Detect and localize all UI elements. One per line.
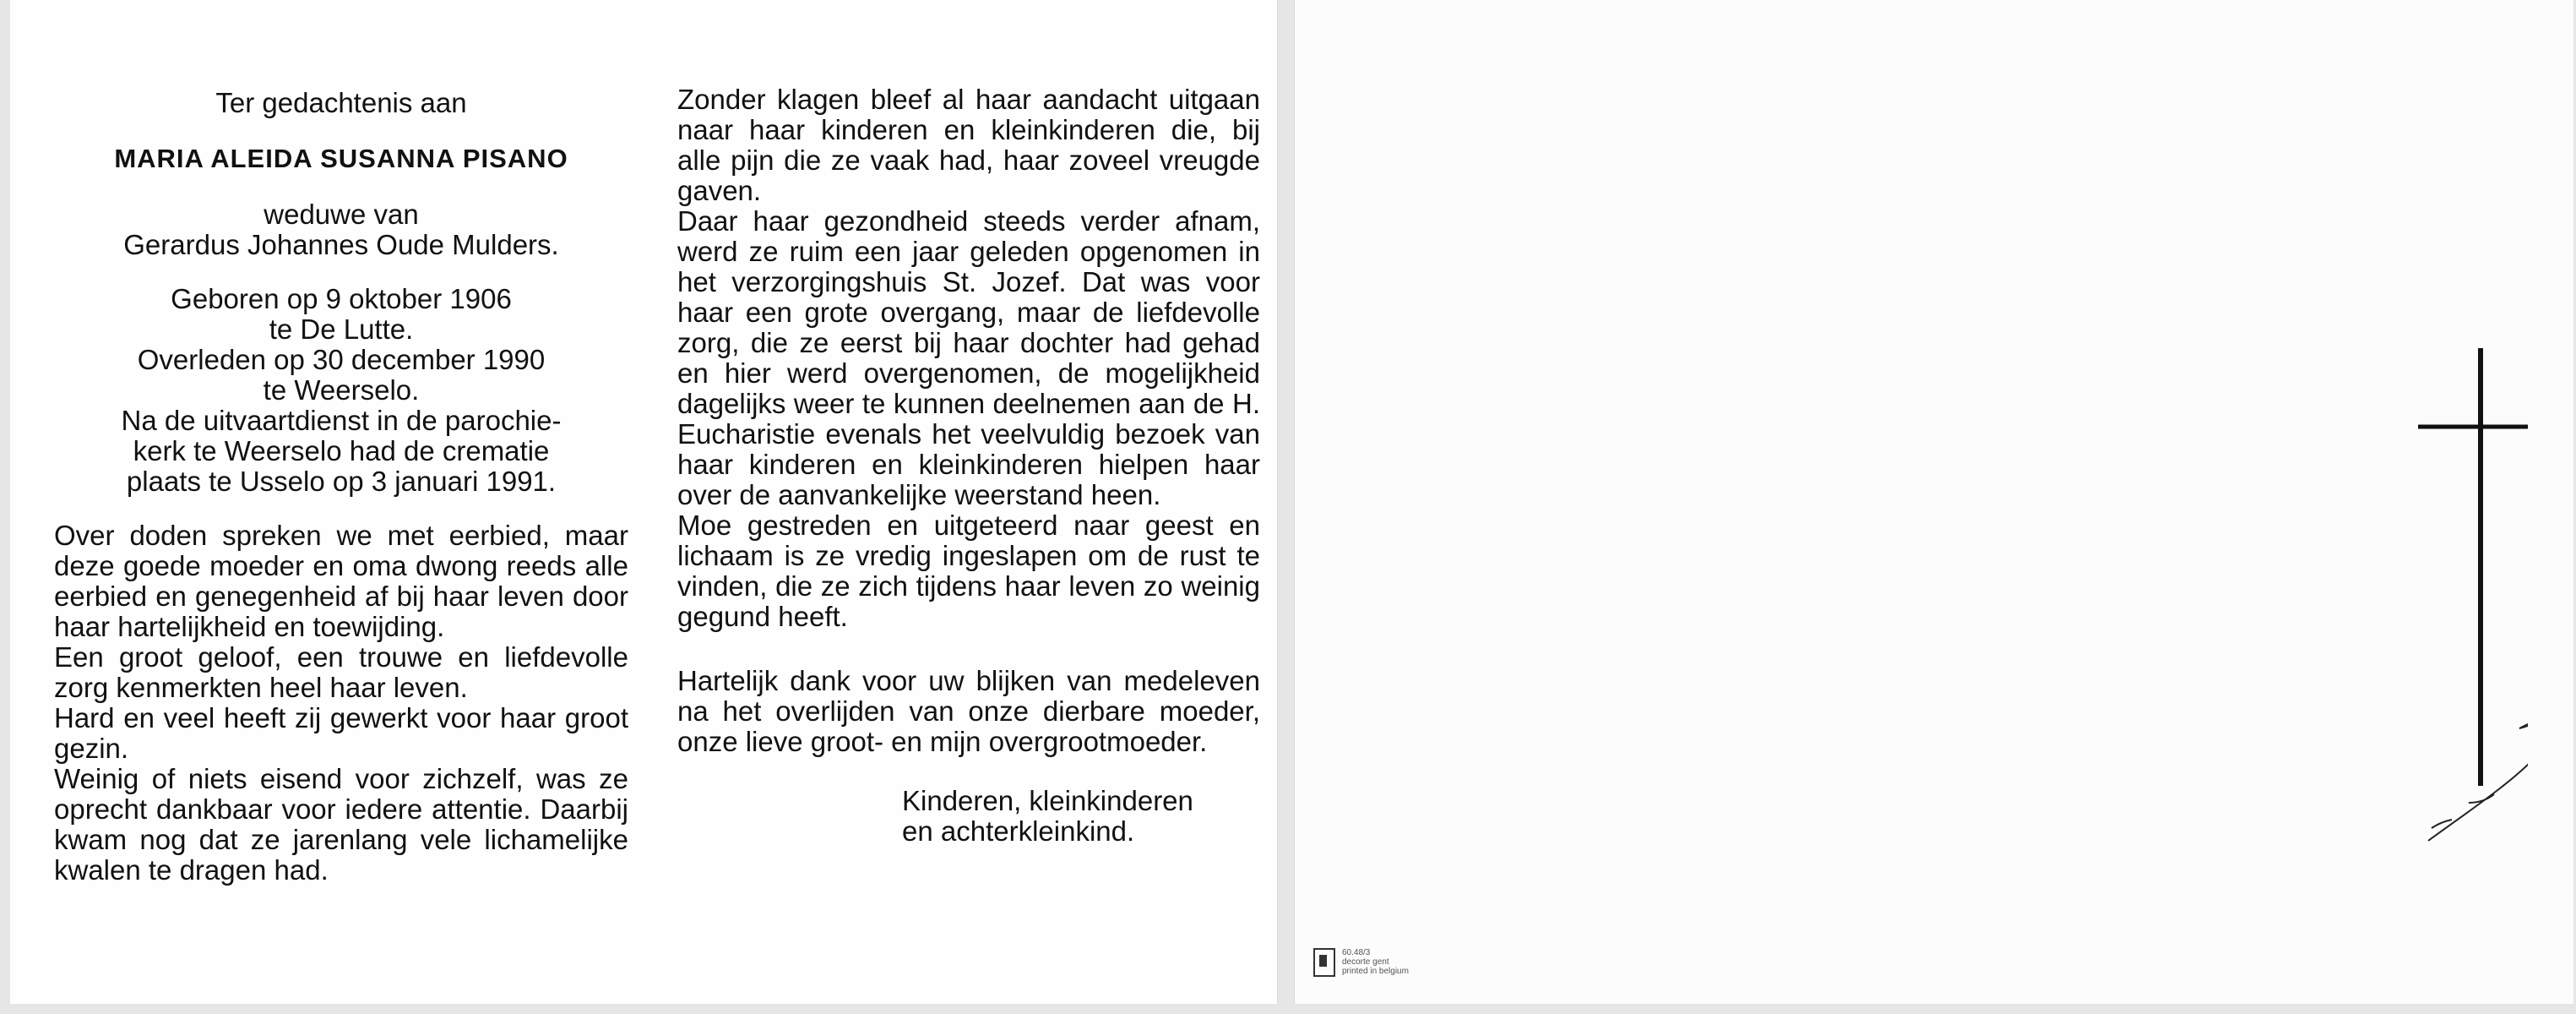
left-text-column [54,88,628,886]
widow-of-block [54,199,628,260]
cross-icon [2418,348,2528,786]
imprint-line: printed in belgium [1342,967,1409,976]
widow-line: weduwe van [264,199,419,230]
thanks-text: Hartelijk dank voor uw blijken van medeleven na het overlijden van onze dierbare moeder, onze lieve groot- en mijn overgrootmoeder. [677,665,1260,757]
life-line: Na de uitvaartdienst in de parochie- [121,405,562,436]
story-paragraph: Zonder klagen bleef al haar aandacht uitgaan naar haar kinderen en kleinkinderen die, bij alle pijn die ze vaak had, haar zoveel vreugde gaven. [677,84,1260,206]
card-inside-panel [10,0,1278,1004]
right-text-column [677,84,1260,847]
imprint-text [1342,948,1409,976]
story-text [677,84,1260,632]
memorial-heading: Ter gedachtenis aan [215,87,467,118]
card-back-panel [1294,0,2573,1004]
life-details [54,284,628,497]
life-line: kerk te Weerselo had de crematie [133,435,550,466]
life-line: te Weerselo. [263,374,420,406]
tribute-paragraph: Over doden spreken we met eerbied, maar deze goede moeder en oma dwong reeds alle eerbied en genegenheid af bij haar leven door haar hartelijkheid en toewijding. [54,520,628,642]
closing-signature [902,786,1260,847]
imprint-line: 60.48/3 [1342,948,1371,957]
printer-imprint [1313,948,1409,977]
life-line: Geboren op 9 oktober 1906 [171,283,512,314]
spouse-name: Gerardus Johannes Oude Mulders. [123,229,559,260]
closing-line: Kinderen, kleinkinderen [902,785,1193,816]
tribute-paragraph: Hard en veel heeft zij gewerkt voor haar groot gezin. [54,702,628,764]
story-paragraph: Moe gestreden en uitgeteerd naar geest en lichaam is ze vredig ingeslapen om de rust te vinden, die ze zich tijdens haar leven zo weinig gegund heeft. [677,510,1260,632]
imprint-line: decorte gent [1342,957,1389,967]
tribute-text [54,521,628,886]
closing-line: en achterkleinkind. [902,815,1135,847]
tribute-paragraph: Weinig of niets eisend voor zichzelf, was ze oprecht dankbaar voor iedere attentie. Daarbij kwam nog dat ze jarenlang vele lichamelijke kwalen te dragen had. [54,763,628,886]
life-line: te De Lutte. [269,313,414,345]
life-line: Overleden op 30 december 1990 [137,344,546,375]
cross-with-rose [2359,0,2528,853]
deceased-name: MARIA ALEIDA SUSANNA PISANO [114,144,568,173]
tribute-paragraph: Een groot geloof, een trouwe en liefdevolle zorg kenmerkten heel haar leven. [54,641,628,703]
printer-logo-icon [1313,948,1335,977]
story-paragraph: Daar haar gezondheid steeds verder afnam, werd ze ruim een jaar geleden opgenomen in het verzorgingshuis St. Jozef. Dat was voor haar een grote overgang, maar de liefdevolle zorg, die ze eerst bij haar dochter had gehad en hier werd overgenomen, de mogelijkheid dagelijks weer te kunnen deelnemen aan de H. Eucharistie evenals het veelvuldig bezoek van haar kinderen en kleinkinderen hielpen haar over de aanvankelijke weerstand heen. [677,205,1260,510]
life-line: plaats te Usselo op 3 januari 1991. [126,466,557,497]
